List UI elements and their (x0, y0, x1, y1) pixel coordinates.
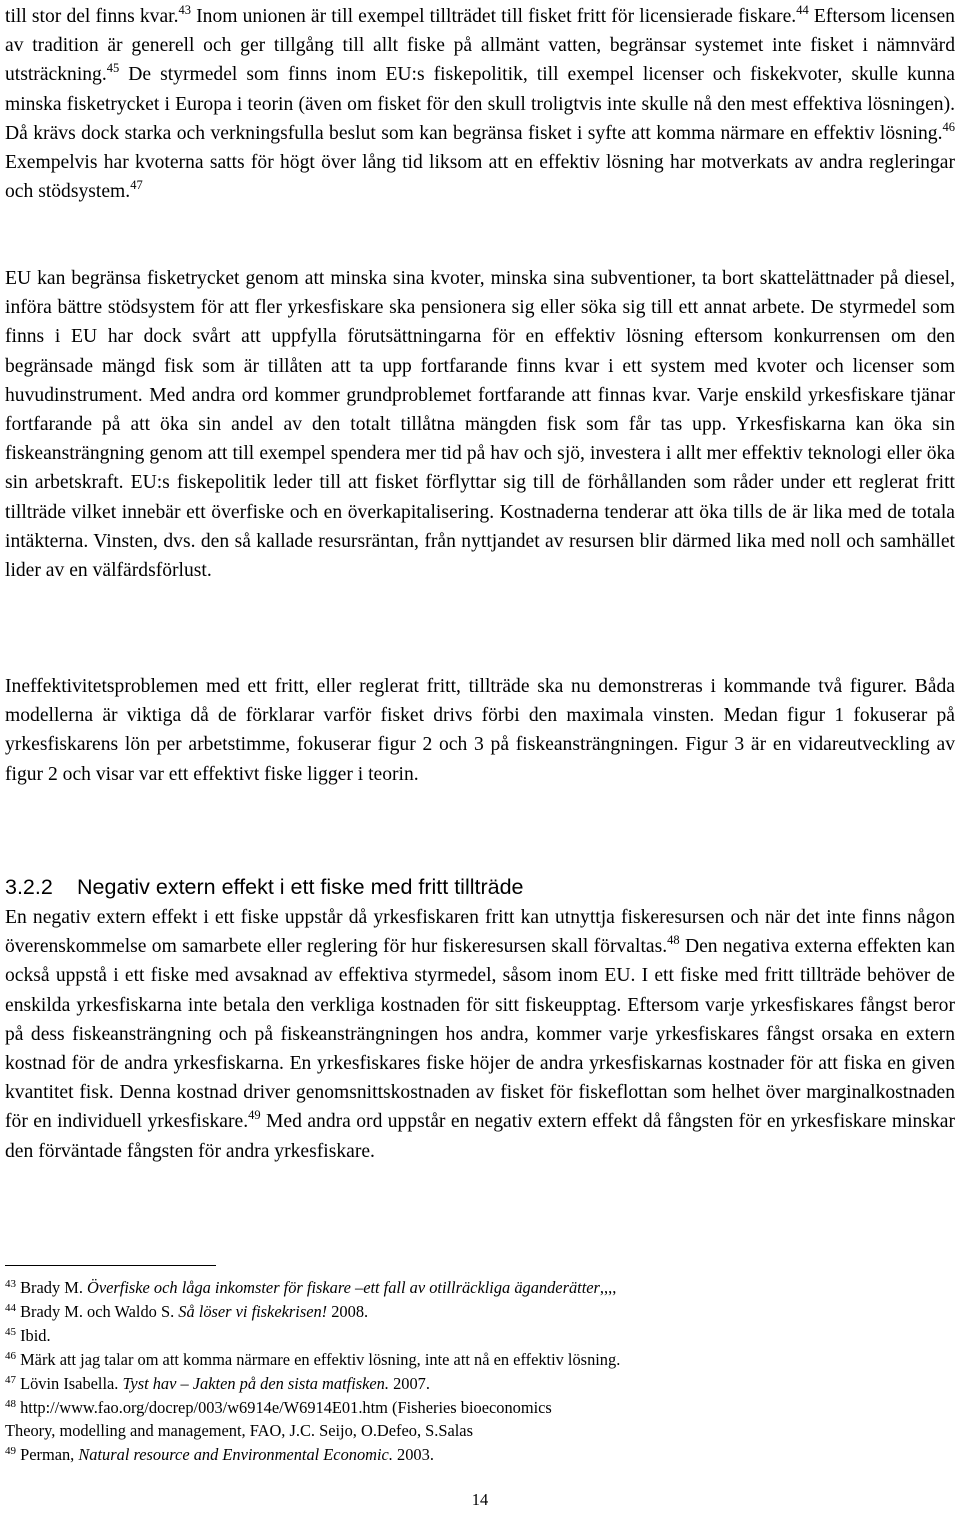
p4-sentence-1: En negativ extern effekt i ett fiske uppstår då yrkesfiskaren fritt kan utnyttja fiskeresursen och när det inte finns någon överenskommelse om samarbete eller reglering för hur fiskeresursen skall förvaltas. (5, 907, 955, 958)
p1-sentence-3: Eftersom licensen av tradition är generell och ger tillgång till allt fiske på allmänt vatten, begränsar systemet inte fisket i nämnvärd utsträckning. (5, 6, 955, 86)
p1-sentence-2: Inom unionen är till exempel tillträdet till fisket fritt för licensierade fiskare. (190, 6, 797, 27)
footnote-author: Brady M. (16, 1278, 88, 1297)
footnote-author: Theory, modelling and management, FAO, J.C. Seijo, O.Defeo, S.Salas (5, 1421, 473, 1441)
footnote-ref-47: 47 (130, 178, 143, 193)
footnote-separator (5, 1265, 216, 1266)
p1-sentence-1: till stor del finns kvar. (5, 6, 179, 27)
footnote-ref-44: 44 (796, 3, 809, 17)
footnote-link[interactable]: http://www.fao.org/docrep/003/w6914e/W6914E01.htm (Fisheries bioeconomics (16, 1397, 552, 1417)
footnote-rest: 2003. (392, 1445, 434, 1465)
footnote-number: 47 (5, 1373, 16, 1386)
footnote-number: 48 (5, 1397, 16, 1410)
footnote-48 (5, 1396, 955, 1420)
footnote-49 (5, 1443, 955, 1467)
footnote-ref-43: 43 (178, 3, 191, 17)
p4-sentence-3: Med andra ord uppstår en negativ extern effekt då fångsten för en yrkesfiskare minskar den förväntade fångsten för andra yrkesfiskare. (5, 1111, 956, 1162)
paragraph-1 (5, 2, 955, 206)
footnote-ref-49: 49 (248, 1108, 261, 1123)
footnote-number: 43 (5, 1278, 16, 1290)
footnote-number: 49 (5, 1445, 16, 1458)
p1-sentence-4: De styrmedel som finns inom EU:s fiskepolitik, till exempel licenser och fiskekvoter, skulle kunna minska fisketrycket i Europa i teorin (även om fisket för den skull troligtvis inte skulle nå den mest effektiva lösningen). Då krävs dock starka och verkningsfulla beslut som kan begränsa fisket i syfte att komma närmare en effektiv lösning. (5, 64, 955, 144)
footnote-title: Så löser vi fiskekrisen! (178, 1301, 328, 1321)
footnote-title: Överfiske och låga inkomster för fiskare –ett fall av otillräckliga äganderätter (87, 1278, 600, 1297)
footnote-author: Lövin Isabella. (16, 1373, 123, 1393)
footnote-title: Tyst hav – Jakten på den sista matfisken. (122, 1373, 389, 1393)
section-number: 3.2.2 (5, 875, 53, 899)
section-heading (5, 873, 955, 901)
footnote-number: 46 (5, 1349, 16, 1362)
paragraph-3: Ineffektivitetsproblemen med ett fritt, eller reglerat fritt, tillträde ska nu demonstreras i kommande två figurer. Båda modellerna är viktiga då de förklarar varför fisket drivs förbi den maximala vinsten. Medan figur 1 fokuserar på yrkesfiskarens lön per arbetstimme, fokuserar figur 2 och 3 på fiskeansträngningen. Figur 3 är en vidareutveckling av figur 2 och visar var ett effektivt fiske ligger i teorin. (5, 676, 955, 785)
footnote-number: 44 (5, 1301, 16, 1314)
footnote-47 (5, 1372, 955, 1396)
footnotes (5, 1276, 955, 1467)
footnote-rest: 2007. (388, 1373, 430, 1393)
section-title: Negativ extern effekt i ett fiske med fritt tillträde (77, 875, 524, 899)
footnote-ref-46: 46 (942, 119, 955, 134)
footnote-author: Perman, (16, 1445, 79, 1465)
footnote-45 (5, 1324, 955, 1348)
footnote-title: Natural resource and Environmental Economic. (78, 1445, 393, 1465)
p4-sentence-2: Den negativa externa effekten kan också uppstå i ett fiske med avsaknad av effektiva styrmedel, såsom inom EU. I ett fiske med fritt tillträde behöver de enskilda yrkesfiskarna inte betala den verkliga kostnaden för sitt fiskeupptag. Eftersom varje yrkesfiskares fångst beror på dess fiskeansträngning och på fiskeansträngningen hos andra, kommer varje yrkesfiskares fångst orsaka en extern kostnad för de andra yrkesfiskarna. En yrkesfiskares fiske höjer de andra yrkesfiskarnas kostnader för att fiska en given kvantitet fisk. Denna kostnad driver genomsnittskostnaden av fisket för fiskeflottan som helhet över marginalkostnaden för en individuell yrkesfiskare. (5, 936, 955, 1133)
footnote-ref-45: 45 (106, 61, 120, 76)
footnote-number: 45 (5, 1325, 16, 1338)
footnote-author: Ibid. (16, 1325, 51, 1345)
p1-sentence-5: Exempelvis har kvoterna satts för högt över lång tid liksom att en effektiv lösning har motverkats av andra regleringar och stödsystem. (5, 152, 955, 203)
footnote-ref-48: 48 (667, 933, 680, 948)
footnote-43 (5, 1276, 955, 1300)
footnote-rest: ,,,, (599, 1278, 617, 1297)
page-number: 14 (471, 1490, 489, 1509)
footnote-44 (5, 1300, 955, 1324)
paragraph-2: EU kan begränsa fisketrycket genom att minska sina kvoter, minska sina subventioner, ta bort skattelättnader på diesel, införa bättre stödsystem för att fler yrkesfiskare ska pensionera sig eller söka sig till ett annat arbete. De styrmedel som finns i EU har dock svårt att uppfylla förutsättningarna för en effektiv lösning eftersom konkurrensen om den begränsade mängd fisk som är tillåten att ta upp fortfarande finns kvar i ett system med kvoter och licenser som huvudinstrument. Med andra ord kommer grundproblemet fortfarande att finnas kvar. Varje enskild yrkesfiskare tjänar fortfarande på att öka sin andel av den totalt tillåtna mängden fisk som får tas upp. Yrkesfiskarna kan öka sin fiskeansträngning genom att till exempel spendera mer tid på hav och sjö, investera i allt mer effektiv teknologi eller öka sin arbetskraft. EU:s fiskepolitik leder till att fisket förflyttar sig till de förhållanden som råder under ett reglerat fritt tillträde vilket innebär ett överfiske och en överkapitalisering. Kostnaderna tenderar att öka tills de är lika med de totala intäkterna. Vinsten, dvs. den så kallade resursräntan, från nyttjandet av resursen blir därmed lika med noll och samhället lider av en välfärdsförlust. (5, 268, 955, 582)
footnote-author: Brady M. och Waldo S. (16, 1301, 179, 1321)
footnote-rest: 2008. (327, 1301, 369, 1321)
footnote-author: Märk att jag talar om att komma närmare en effektiv lösning, inte att nå en effektiv lösning. (16, 1349, 621, 1369)
footnote-48-continued (5, 1419, 955, 1443)
paragraph-4 (5, 903, 955, 1166)
footnote-46 (5, 1348, 955, 1372)
